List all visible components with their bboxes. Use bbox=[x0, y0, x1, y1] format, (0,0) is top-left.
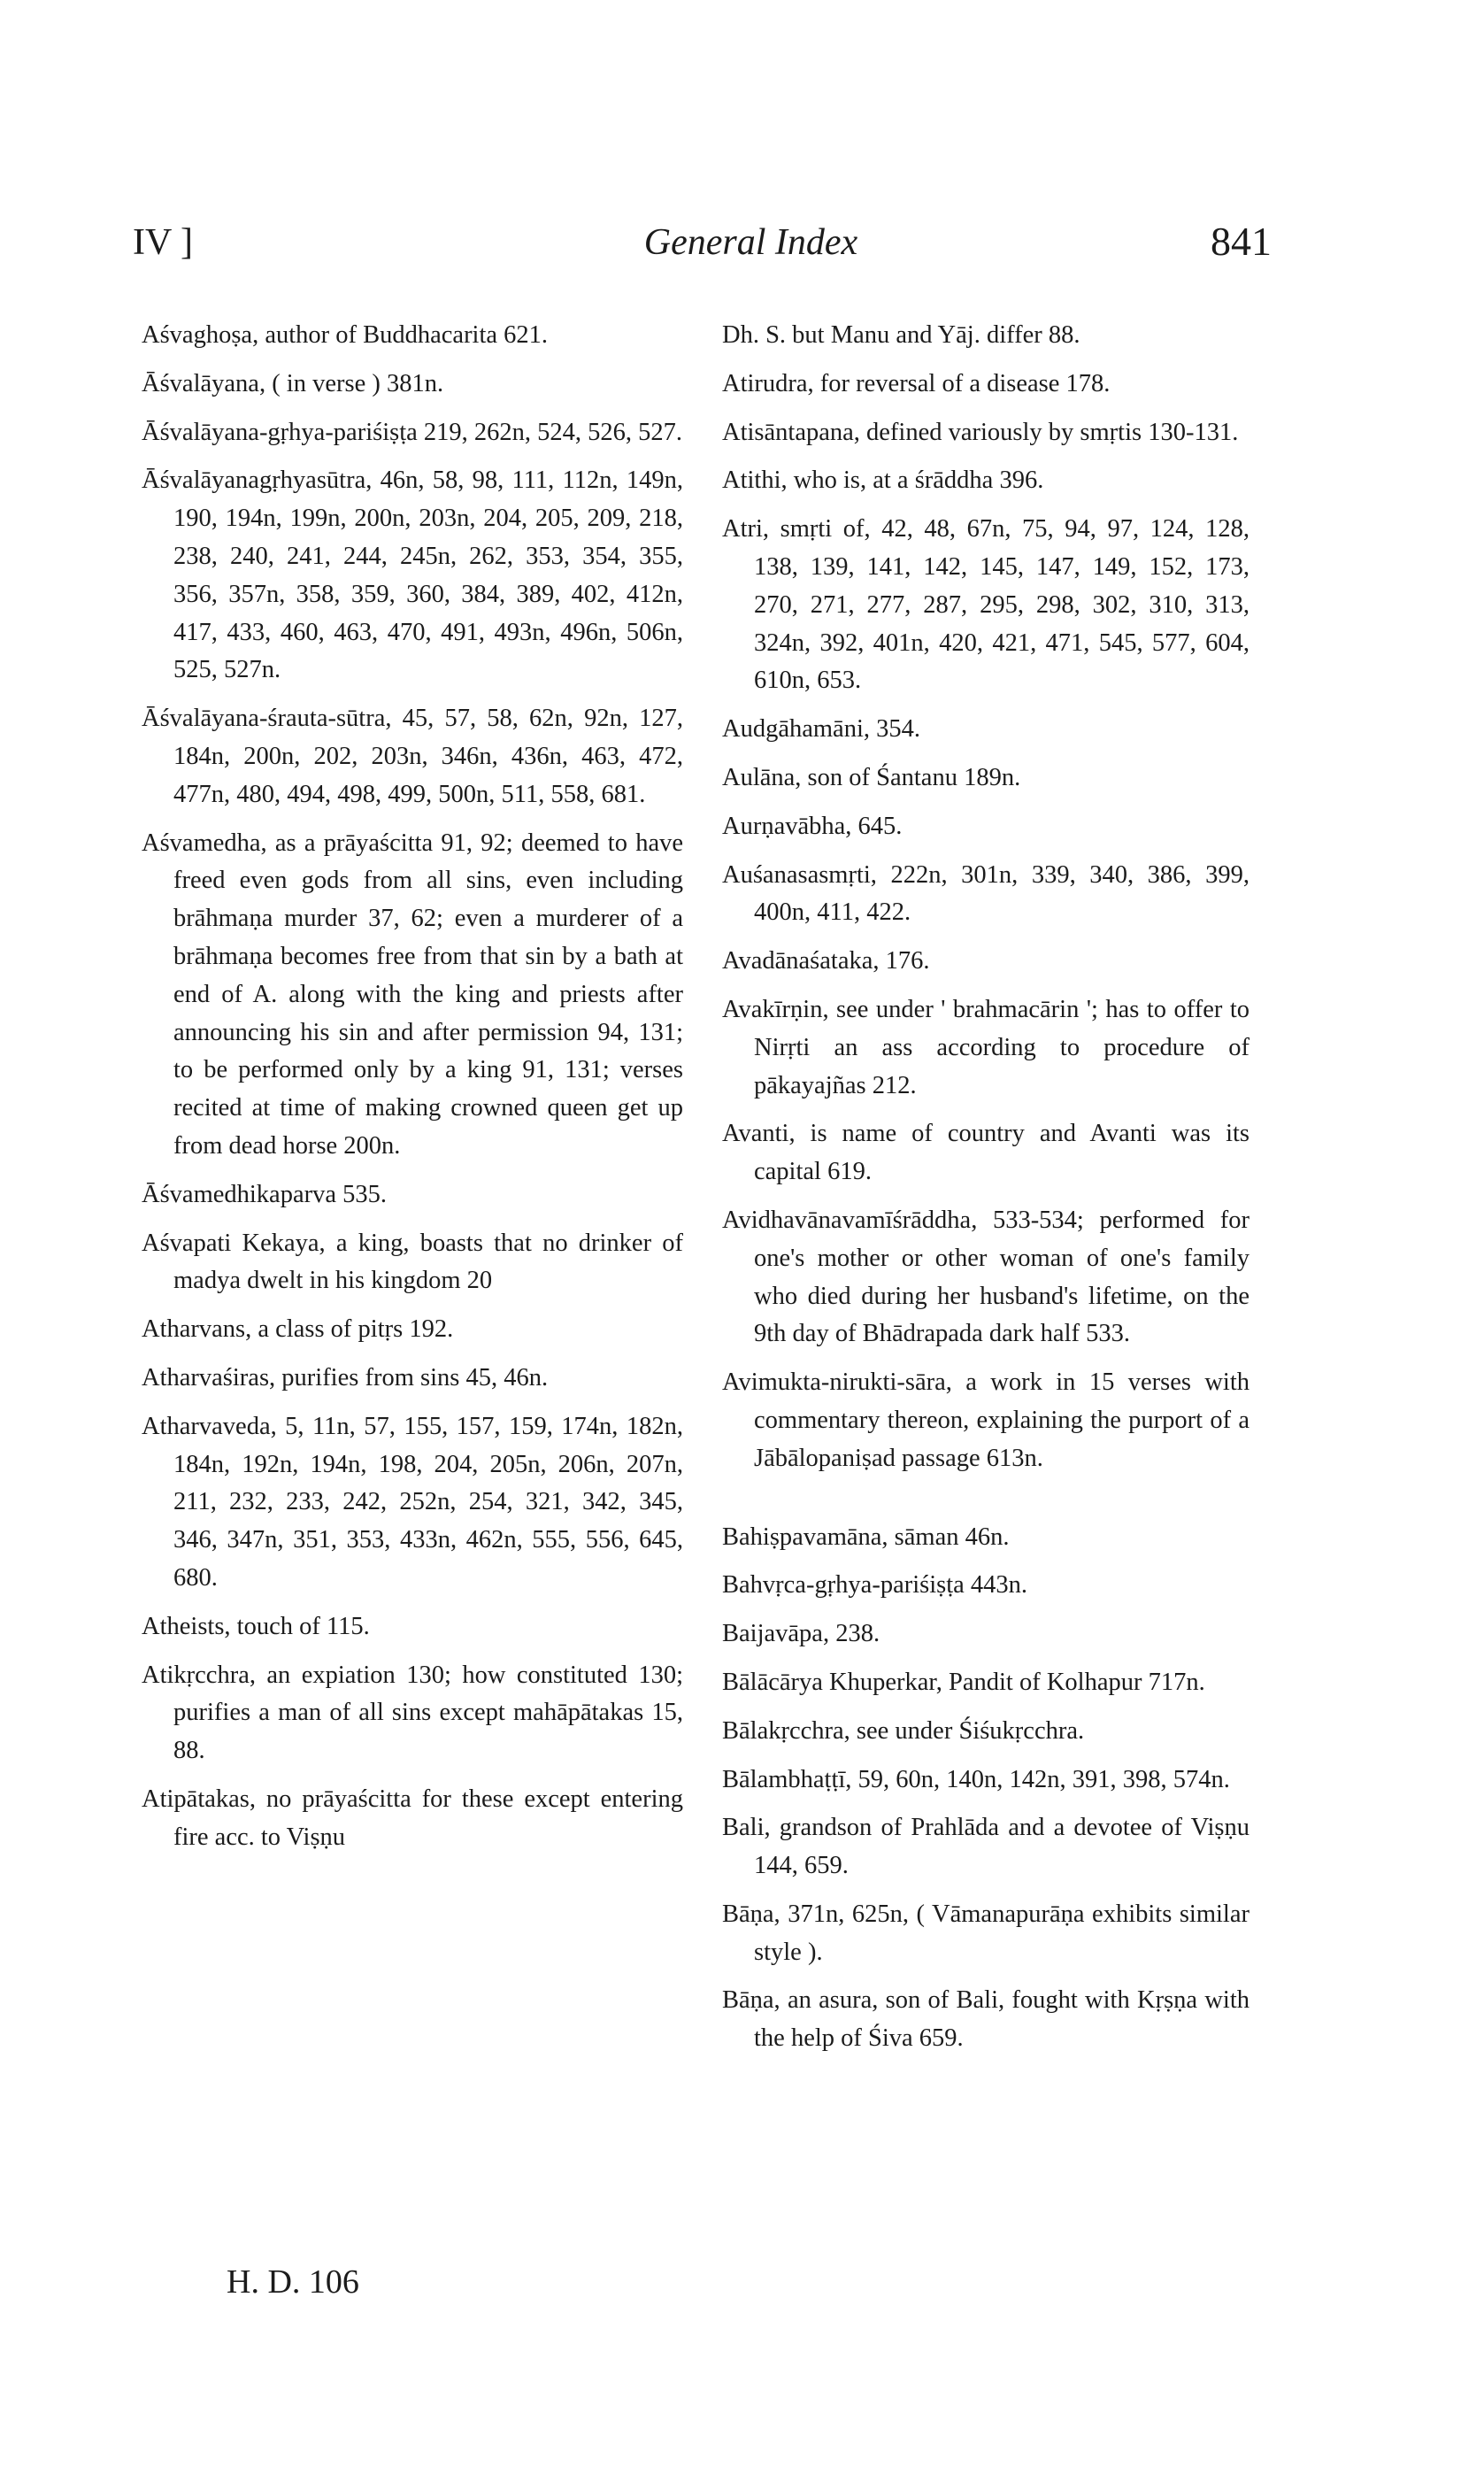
index-entry: Bālakṛcchra, see under Śiśukṛcchra. bbox=[722, 1716, 1085, 1745]
page-header bbox=[0, 221, 1484, 274]
index-entry: Atri, smṛti of, 42, 48, 67n, 75, 94, 97, 124, 128, 138, 139, 141, 142, 145, 147, 149, 152, 173, 270, 271, 277, 287, 295, 298, 302, 310, 313, 324n, 392, 401n, 420, 421, 471, 545, 577, 604, 610n, 653. bbox=[722, 515, 1249, 695]
index-entry: Bahiṣpavamāna, sāman 46n. bbox=[722, 1523, 1010, 1551]
index-entry: Atipātakas, no prāyaścitta for these except entering fire acc. to Viṣṇu bbox=[142, 1785, 683, 1851]
index-entry: Audgāhamāni, 354. bbox=[722, 715, 920, 744]
index-entry: Auśanasasmṛti, 222n, 301n, 339, 340, 386, 399, 400n, 411, 422. bbox=[722, 860, 1249, 927]
index-entry: Avadānaśataka, 176. bbox=[722, 947, 930, 975]
index-entry: Atharvans, a class of pitṛs 192. bbox=[142, 1315, 454, 1344]
index-entry: Baijavāpa, 238. bbox=[722, 1620, 880, 1648]
index-entry: Avakīrṇin, see under ' brahmacārin '; has to offer to Nirṛti an ass according to procedure of pākayajñas 212. bbox=[722, 995, 1249, 1099]
index-entry: Āśvalāyana-śrauta-sūtra, 45, 57, 58, 62n, 92n, 127, 184n, 200n, 202, 203n, 346n, 436n, 463, 472, 477n, 480, 494, 498, 499, 500n, 511, 558, 681. bbox=[142, 705, 683, 808]
index-entry: Atikṛcchra, an expiation 130; how constituted 130; purifies a man of all sins except mahāpātakas 15, 88. bbox=[142, 1661, 683, 1765]
index-entry: Āśvalāyana-gṛhya-pariśiṣṭa 219, 262n, 524, 526, 527. bbox=[142, 418, 683, 446]
right-column bbox=[722, 317, 1249, 2069]
index-entry: Aśvamedha, as a prāyaścitta 91, 92; deemed to have freed even gods from all sins, even including brāhmaṇa murder 37, 62; even a murderer of a brāhmaṇa becomes free from that sin by a bath at end of A. along with the king and priests after announcing his sin and after permission 94, 131; to be performed only by a king 91, 131; verses recited at time of making crowned queen get up from dead horse 200n. bbox=[142, 829, 683, 1160]
index-entry: Bahvṛca-gṛhya-pariśiṣṭa 443n. bbox=[722, 1571, 1028, 1600]
index-entry: Atheists, touch of 115. bbox=[142, 1612, 370, 1640]
index-entry: Atirudra, for reversal of a disease 178. bbox=[722, 369, 1111, 397]
index-entry: Avimukta-nirukti-sāra, a work in 15 verses with commentary thereon, explaining the purport of a Jābālopaniṣad passage 613n. bbox=[722, 1368, 1249, 1472]
index-entry: Āśvalāyana, ( in verse ) 381n. bbox=[142, 369, 444, 397]
index-entry: Aśvapati Kekaya, a king, boasts that no drinker of madya dwelt in his kingdom 20 bbox=[142, 1229, 683, 1295]
running-title: General Index bbox=[643, 222, 858, 263]
index-entry: Atharvaśiras, purifies from sins 45, 46n. bbox=[142, 1363, 549, 1392]
index-entry: Bālambhaṭṭī, 59, 60n, 140n, 142n, 391, 398, 574n. bbox=[722, 1765, 1230, 1793]
index-entry: Aulāna, son of Śantanu 189n. bbox=[722, 763, 1021, 791]
signature-mark: H. D. 106 bbox=[227, 2263, 359, 2301]
index-entry: Bali, grandson of Prahlāda and a devotee of Viṣṇu 144, 659. bbox=[722, 1814, 1249, 1880]
index-entry: Atithi, who is, at a śrāddha 396. bbox=[722, 466, 1044, 495]
index-entry: Bālācārya Khuperkar, Pandit of Kolhapur 717n. bbox=[722, 1668, 1205, 1696]
index-entry: Bāṇa, an asura, son of Bali, fought with Kṛṣṇa with the help of Śiva 659. bbox=[722, 1986, 1249, 2053]
index-entry: Atharvaveda, 5, 11n, 57, 155, 157, 159, 174n, 182n, 184n, 192n, 194n, 198, 204, 205n, 206n, 207n, 211, 232, 233, 242, 252n, 254, 321, 342, 345, 346, 347n, 351, 353, 433n, 462n, 555, 556, 645, 680. bbox=[142, 1412, 683, 1592]
index-entry: Atisāntapana, defined variously by smṛtis 130-131. bbox=[722, 418, 1239, 446]
index-entry: Avidhavānavamīśrāddha, 533-534; performed for one's mother or other woman of one's family who died during her husband's lifetime, on the 9th day of Bhādrapada dark half 533. bbox=[722, 1206, 1249, 1348]
index-entry: Āśvamedhikaparva 535. bbox=[142, 1180, 387, 1208]
index-entry: Āśvalāyanagṛhyasūtra, 46n, 58, 98, 111, 112n, 149n, 190, 194n, 199n, 200n, 203n, 204, 205, 209, 218, 238, 240, 241, 244, 245n, 262, 353, 354, 355, 356, 357n, 358, 359, 360, 384, 389, 402, 412n, 417, 433, 460, 463, 470, 491, 493n, 496n, 506n, 525, 527n. bbox=[142, 466, 683, 684]
index-entry: Bāṇa, 371n, 625n, ( Vāmanapurāṇa exhibits similar style ). bbox=[722, 1900, 1249, 1966]
index-entry: Aśvaghoṣa, author of Buddhacarita 621. bbox=[142, 321, 549, 349]
index-entry: Dh. S. but Manu and Yāj. differ 88. bbox=[722, 321, 1080, 349]
section-marker: IV ] bbox=[133, 222, 194, 263]
index-entry: Avanti, is name of country and Avanti was its capital 619. bbox=[722, 1120, 1249, 1186]
left-column bbox=[142, 317, 683, 1867]
page-number: 841 bbox=[1211, 219, 1272, 264]
section-gap bbox=[722, 1489, 1249, 1519]
index-entry: Aurṇavābha, 645. bbox=[722, 812, 903, 840]
